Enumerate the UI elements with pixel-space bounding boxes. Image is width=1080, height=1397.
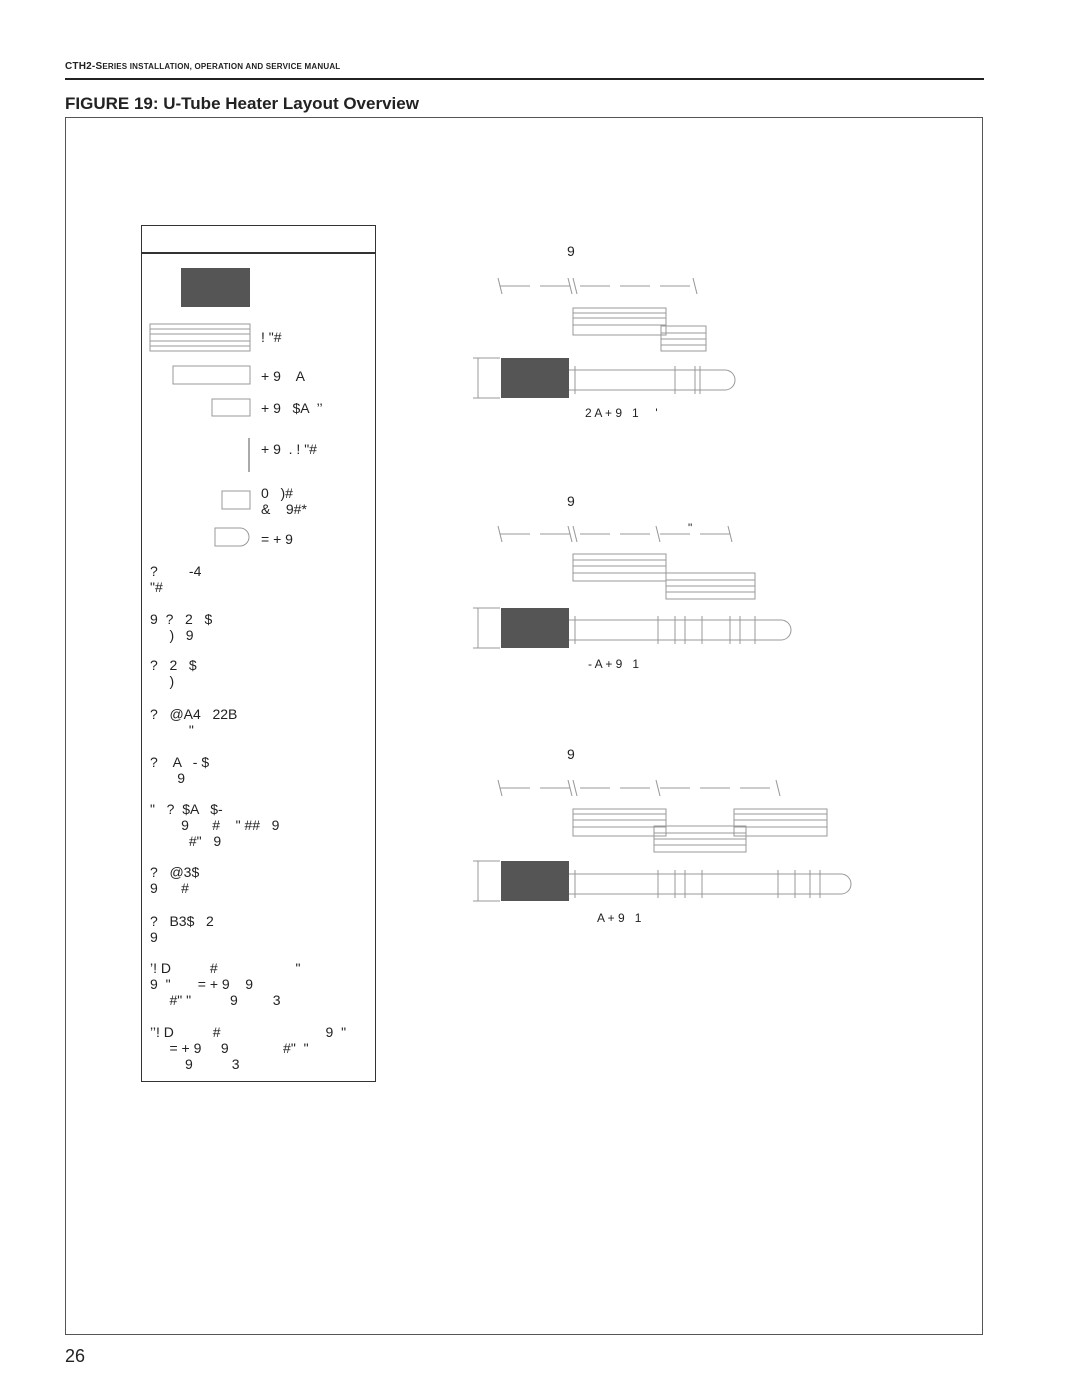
radiant-tube-symbol [150,324,250,351]
u-bend-symbol [215,528,249,546]
burner [501,358,569,398]
legend-symbols [141,253,376,553]
short-tube-symbol [212,399,250,416]
diagram-1-caption: 2 A + 9 1 ' [585,406,658,420]
legend-note-6: " ? $A $- 9 # " ## 9 #" 9 [150,801,280,849]
legend-label-3: + 9 $A ’’ [261,400,323,416]
legend-label-2: + 9 A [261,368,305,384]
radiant-tube [569,870,851,898]
dimension-line [498,780,780,796]
legend-label-1: ! "# [261,329,282,345]
tube-stack [573,308,706,351]
tube-stack [573,554,755,599]
heater-diagram-2 [470,490,870,680]
figure-title: FIGURE 19: U-Tube Heater Layout Overview [65,94,419,113]
burner [501,861,569,901]
radiant-tube [569,366,735,394]
legend-note-9: ’! D # " 9 " = + 9 9 #" " 9 3 [150,960,301,1008]
heater-diagram-3 [470,743,870,933]
legend-note-10: ’’! D # 9 " = + 9 9 #" " 9 3 [150,1024,347,1072]
legend-note-1: ? -4 "# [150,563,202,595]
diagram-3-caption: A + 9 1 [597,911,642,925]
diagram-3-top-label: 9 [567,746,575,762]
diagram-2-top-label: 9 [567,493,575,509]
legend-note-2: 9 ? 2 $ ) 9 [150,611,213,643]
legend-note-8: ? B3$ 2 9 [150,913,214,945]
height-dimension [473,861,500,901]
legend-label-4: + 9 . ! "# [261,441,317,457]
radiant-tube [569,616,791,644]
burner-symbol [181,268,250,307]
page-number: 26 [65,1346,86,1366]
heater-diagram-1 [470,240,870,430]
legend-label-5: 0 )# & 9#* [261,485,307,517]
legend-note-3: ? 2 $ ) [150,657,197,689]
diagram-2-extra-label: " [688,521,693,535]
legend-note-4: ? @A4 22B " [150,706,238,738]
diagram-2-caption: - A + 9 1 [588,657,640,671]
dimension-line [498,526,732,542]
legend-note-7: ? @3$ 9 # [150,864,200,896]
burner [501,608,569,648]
tube-symbol [173,366,250,384]
baffle-symbol [222,491,250,509]
height-dimension [473,608,500,648]
header-rule [65,78,984,80]
diagram-1-top-label: 9 [567,243,575,259]
height-dimension [473,358,500,398]
tube-stack [573,809,827,852]
legend-label-6: = + 9 [261,531,293,547]
legend-note-5: ? A - $ 9 [150,754,210,786]
dimension-line [498,278,697,294]
manual-header: CTH2-SERIES INSTALLATION, OPERATION AND SERVICE MANUAL [65,61,341,72]
